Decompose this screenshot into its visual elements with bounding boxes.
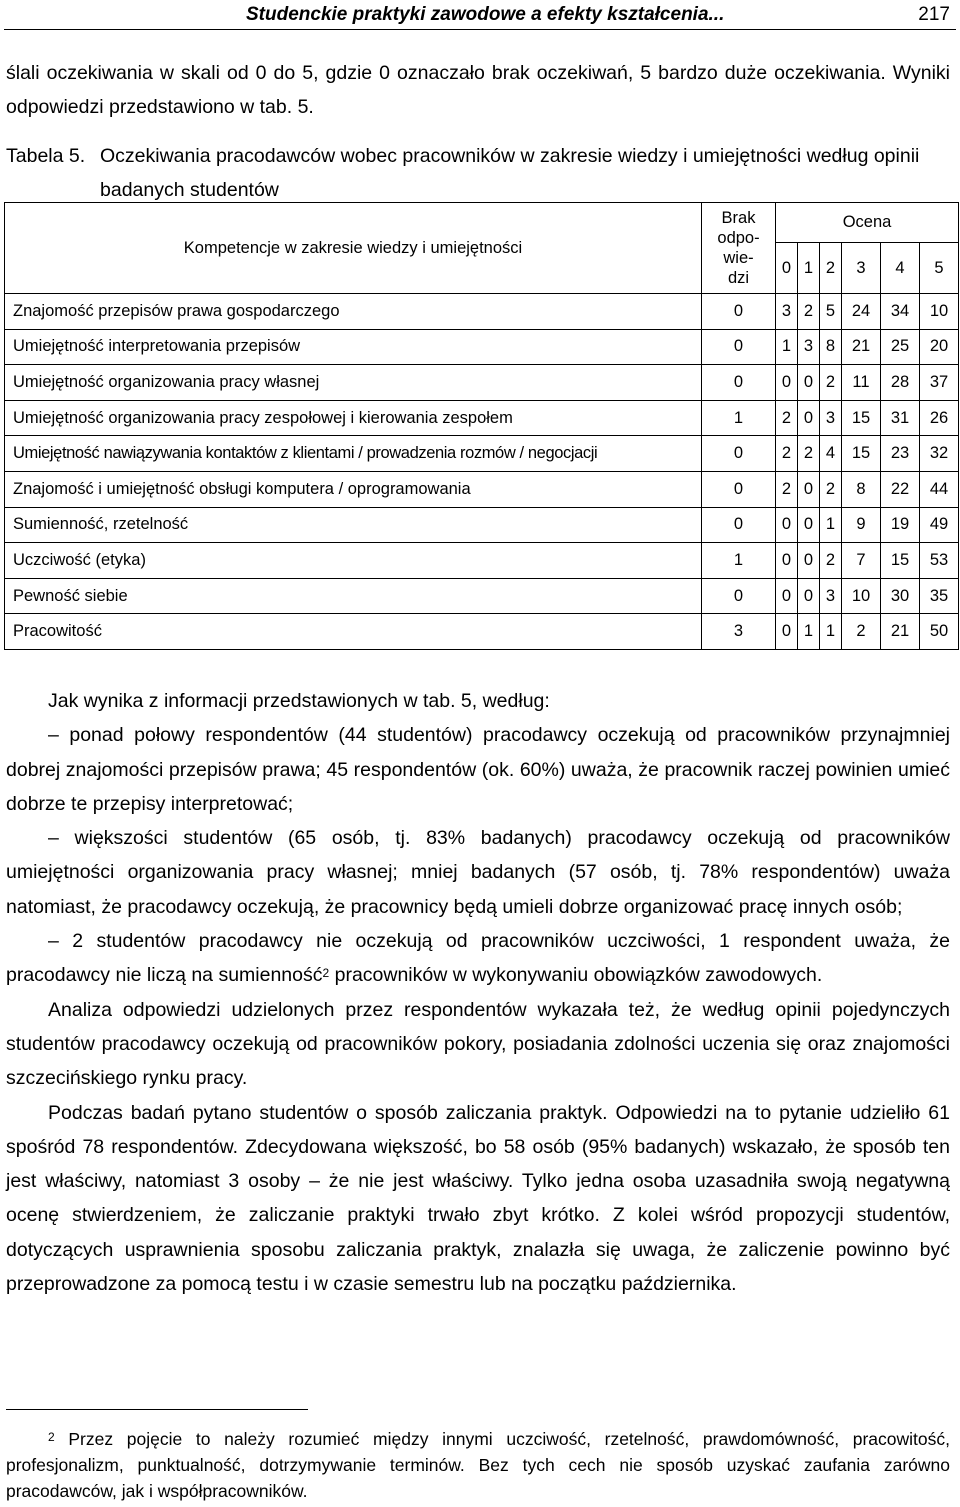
footnote-marker: 2 xyxy=(48,1430,55,1444)
header-competence: Kompetencje w zakresie wiedzy i umiejętności xyxy=(5,203,702,294)
header-rating: Ocena xyxy=(776,203,959,243)
cell-value: 3 xyxy=(776,294,798,330)
cell-value: 9 xyxy=(842,507,881,543)
header-divider xyxy=(4,29,956,30)
header-score: 5 xyxy=(920,243,959,294)
header-no-answer xyxy=(702,203,776,294)
cell-value: 0 xyxy=(798,507,820,543)
table-row xyxy=(5,543,959,579)
competence-table xyxy=(4,202,959,650)
table-caption-label: Tabela 5. xyxy=(6,145,86,167)
header-score: 2 xyxy=(820,243,842,294)
running-title: Studenckie praktyki zawodowe a efekty kształcenia... xyxy=(246,4,725,25)
cell-value: 26 xyxy=(920,400,959,436)
cell-value: 1 xyxy=(820,614,842,650)
cell-value: 0 xyxy=(798,471,820,507)
cell-value: 0 xyxy=(798,543,820,579)
cell-value: 8 xyxy=(820,329,842,365)
row-competence: Umiejętność organizowania pracy zespołowej i kierowania zespołem xyxy=(5,400,702,436)
row-competence: Sumienność, rzetelność xyxy=(5,507,702,543)
cell-value: 0 xyxy=(798,400,820,436)
cell-value: 34 xyxy=(881,294,920,330)
cell-value: 0 xyxy=(702,471,776,507)
cell-value: 0 xyxy=(776,614,798,650)
cell-value: 28 xyxy=(881,365,920,401)
cell-value: 3 xyxy=(820,400,842,436)
cell-value: 2 xyxy=(798,294,820,330)
cell-value: 15 xyxy=(881,543,920,579)
cell-value: 1 xyxy=(776,329,798,365)
lead-paragraph: Jak wynika z informacji przedstawionych w tab. 5, według: xyxy=(48,690,550,712)
row-competence: Znajomość i umiejętność obsługi komputera / oprogramowania xyxy=(5,471,702,507)
page-number: 217 xyxy=(918,4,950,25)
header-score: 0 xyxy=(776,243,798,294)
cell-value: 10 xyxy=(842,578,881,614)
cell-value: 10 xyxy=(920,294,959,330)
cell-value: 15 xyxy=(842,400,881,436)
row-competence: Pewność siebie xyxy=(5,578,702,614)
cell-value: 0 xyxy=(702,329,776,365)
cell-value: 15 xyxy=(842,436,881,472)
header-score: 1 xyxy=(798,243,820,294)
row-competence: Umiejętność organizowania pracy własnej xyxy=(5,365,702,401)
cell-value: 49 xyxy=(920,507,959,543)
cell-value: 23 xyxy=(881,436,920,472)
cell-value: 1 xyxy=(702,400,776,436)
footnote-reference: 2 xyxy=(322,966,330,981)
cell-value: 30 xyxy=(881,578,920,614)
table-row xyxy=(5,507,959,543)
cell-value: 53 xyxy=(920,543,959,579)
footnote-divider xyxy=(6,1409,308,1410)
cell-value: 24 xyxy=(842,294,881,330)
body-text xyxy=(6,684,950,1301)
cell-value: 0 xyxy=(702,578,776,614)
header-no-answer-line: wie- xyxy=(723,249,754,267)
cell-value: 0 xyxy=(702,436,776,472)
bullet-text: – 2 studentów pracodawcy nie oczekują od pracowników uczciwości, 1 respondent uważa, że pracodawcy nie liczą na sumienność xyxy=(6,930,950,987)
cell-value: 2 xyxy=(776,400,798,436)
row-competence: Umiejętność nawiązywania kontaktów z klientami / prowadzenia rozmów / negocjacji xyxy=(5,436,702,472)
footnote xyxy=(6,1426,950,1504)
cell-value: 50 xyxy=(920,614,959,650)
cell-value: 0 xyxy=(776,507,798,543)
cell-value: 3 xyxy=(702,614,776,650)
cell-value: 22 xyxy=(881,471,920,507)
running-header xyxy=(0,0,960,30)
bullet-paragraph: – ponad połowy respondentów (44 studentów) pracodawcy oczekują od pracowników przynajmniej dobrej znajomości przepisów prawa; 45 respondentów (ok. 60%) uważa, że pracownik raczej powinien umieć dobrze te przepisy interpretować; xyxy=(6,724,950,815)
cell-value: 31 xyxy=(881,400,920,436)
cell-value: 2 xyxy=(820,471,842,507)
cell-value: 1 xyxy=(702,543,776,579)
cell-value: 2 xyxy=(776,471,798,507)
cell-value: 3 xyxy=(798,329,820,365)
cell-value: 2 xyxy=(820,543,842,579)
intro-paragraph: ślali oczekiwania w skali od 0 do 5, gdzie 0 oznaczało brak oczekiwań, 5 bardzo duże oczekiwania. Wyniki odpowiedzi przedstawiono w tab. 5. xyxy=(6,62,950,118)
header-no-answer-line: dzi xyxy=(727,269,750,287)
cell-value: 2 xyxy=(776,436,798,472)
table-row xyxy=(5,400,959,436)
bullet-paragraph xyxy=(6,924,950,993)
cell-value: 3 xyxy=(820,578,842,614)
cell-value: 20 xyxy=(920,329,959,365)
cell-value: 21 xyxy=(842,329,881,365)
cell-value: 25 xyxy=(881,329,920,365)
table-caption-text: Oczekiwania pracodawców wobec pracowników w zakresie wiedzy i umiejętności według opinii badanych studentów xyxy=(100,145,920,201)
table-row xyxy=(5,614,959,650)
cell-value: 35 xyxy=(920,578,959,614)
cell-value: 2 xyxy=(820,365,842,401)
table-row xyxy=(5,365,959,401)
table-row xyxy=(5,578,959,614)
header-no-answer-line: Brak xyxy=(721,209,756,227)
cell-value: 0 xyxy=(702,365,776,401)
bullet-text: pracowników w wykonywaniu obowiązków zawodowych. xyxy=(329,964,823,987)
row-competence: Uczciwość (etyka) xyxy=(5,543,702,579)
cell-value: 32 xyxy=(920,436,959,472)
cell-value: 11 xyxy=(842,365,881,401)
cell-value: 2 xyxy=(842,614,881,650)
cell-value: 5 xyxy=(820,294,842,330)
cell-value: 1 xyxy=(820,507,842,543)
cell-value: 7 xyxy=(842,543,881,579)
footnote-text: Przez pojęcie to należy rozumieć między innymi uczciwość, rzetelność, prawdomówność, pracowitość, profesjonalizm, punktualność, dotrzymywanie terminów. Bez tych cech nie sposób uzyskać zaufania zarówno pracodawców, jak i współpracowników. xyxy=(6,1429,950,1501)
cell-value: 0 xyxy=(798,578,820,614)
cell-value: 2 xyxy=(798,436,820,472)
cell-value: 8 xyxy=(842,471,881,507)
table-row xyxy=(5,329,959,365)
cell-value: 19 xyxy=(881,507,920,543)
table-caption xyxy=(6,139,950,207)
cell-value: 0 xyxy=(702,507,776,543)
table-row xyxy=(5,436,959,472)
cell-value: 0 xyxy=(702,294,776,330)
body-paragraph: Podczas badań pytano studentów o sposób zaliczania praktyk. Odpowiedzi na to pytanie udzieliło 61 spośród 78 respondentów. Zdecydowana większość, bo 58 osób (95% badanych) wskazało, że sposób ten jest właściwy, natomiast 3 osoby – że nie jest właściwy. Tylko jedna osoba uzasadniła swoją negatywną ocenę stwierdzeniem, że zaliczanie praktyki trwało zbyt krótko. Z kolei wśród propozycji studentów, dotyczących usprawnienia sposobu zaliczania praktyk, znalazła się uwaga, że zaliczenie powinno być przeprowadzone za pomocą testu i w czasie semestru lub na początku października. xyxy=(6,1101,950,1296)
cell-value: 0 xyxy=(776,365,798,401)
row-competence: Pracowitość xyxy=(5,614,702,650)
cell-value: 44 xyxy=(920,471,959,507)
table-row xyxy=(5,471,959,507)
cell-value: 21 xyxy=(881,614,920,650)
cell-value: 0 xyxy=(798,365,820,401)
cell-value: 37 xyxy=(920,365,959,401)
body-paragraph: Analiza odpowiedzi udzielonych przez respondentów wykazała też, że według opinii pojedynczych studentów pracodawcy oczekują od pracowników pokory, posiadania zdolności uczenia się oraz znajomości szczecińskiego rynku pracy. xyxy=(6,998,950,1090)
cell-value: 0 xyxy=(776,543,798,579)
bullet-paragraph: – większości studentów (65 osób, tj. 83% badanych) pracodawcy oczekują od pracowników umiejętności organizowania pracy własnej; mniej badanych (57 osób, tj. 78% respondentów) uważa natomiast, że pracodawcy oczekują, że pracownicy będą umieli dobrze organizować pracę innych osób; xyxy=(6,827,950,918)
table-row xyxy=(5,294,959,330)
row-competence: Znajomość przepisów prawa gospodarczego xyxy=(5,294,702,330)
header-no-answer-line: odpo- xyxy=(717,229,760,247)
cell-value: 0 xyxy=(776,578,798,614)
cell-value: 4 xyxy=(820,436,842,472)
header-score: 3 xyxy=(842,243,881,294)
header-score: 4 xyxy=(881,243,920,294)
cell-value: 1 xyxy=(798,614,820,650)
row-competence: Umiejętność interpretowania przepisów xyxy=(5,329,702,365)
